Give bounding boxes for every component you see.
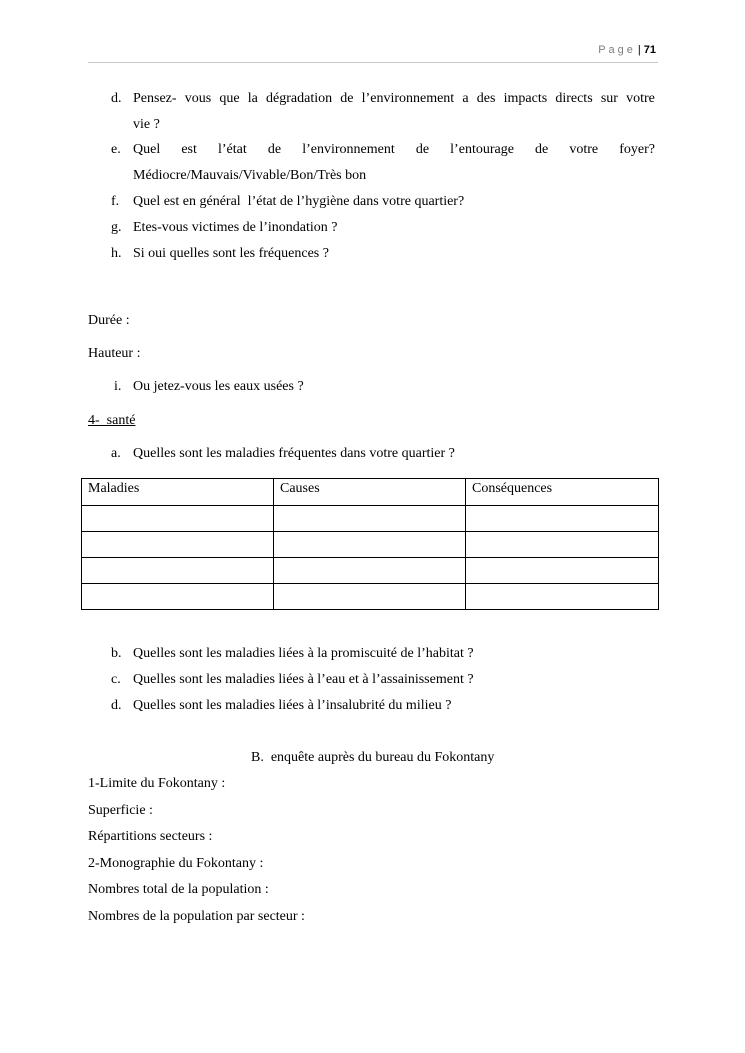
table-row — [82, 584, 659, 610]
table-row — [82, 558, 659, 584]
list-label: i. — [114, 379, 122, 394]
question-c: Quelles sont les maladies liées à l’eau et à l’assainissement ? — [133, 672, 474, 687]
list-label: d. — [111, 91, 122, 106]
section-b-heading: B. enquête auprès du bureau du Fokontany — [251, 750, 495, 765]
word: Quel — [133, 142, 161, 157]
question-f: Quel est en général l’état de l’hygiène dans votre quartier? — [133, 194, 465, 209]
table-cell[interactable] — [274, 558, 466, 584]
list-label: h. — [111, 246, 122, 261]
word: l’environnement — [361, 91, 455, 106]
list-label: d. — [111, 698, 122, 713]
table-cell[interactable] — [82, 532, 274, 558]
table-header-cell: Conséquences — [466, 479, 659, 506]
word: est — [181, 142, 197, 157]
list-label: a. — [111, 446, 121, 461]
list-label: c. — [111, 672, 121, 687]
word: l’entourage — [450, 142, 514, 157]
table-header-row — [82, 479, 659, 506]
word: de — [535, 142, 549, 157]
list-label: g. — [111, 220, 122, 235]
word: l’environnement — [302, 142, 395, 157]
word: dégradation — [266, 91, 333, 106]
hauteur-label: Hauteur : — [88, 346, 141, 361]
table-cell[interactable] — [466, 532, 659, 558]
table-cell[interactable] — [274, 532, 466, 558]
question-b: Quelles sont les maladies liées à la promiscuité de l’habitat ? — [133, 646, 474, 661]
word: de — [267, 142, 282, 157]
word: votre — [626, 91, 655, 106]
table-cell[interactable] — [82, 558, 274, 584]
fokontany-line: Nombres de la population par secteur : — [88, 909, 305, 924]
list-label: e. — [111, 142, 121, 157]
list-label: b. — [111, 646, 122, 661]
word: impacts — [503, 91, 548, 106]
table-cell[interactable] — [82, 506, 274, 532]
page-number: 71 — [643, 44, 656, 56]
maladies-table — [81, 478, 659, 610]
table-cell[interactable] — [274, 506, 466, 532]
fokontany-line: Nombres total de la population : — [88, 882, 269, 897]
word: foyer? — [619, 142, 655, 157]
table-cell[interactable] — [274, 584, 466, 610]
section-sante-heading: 4- santé — [88, 413, 136, 428]
table-cell[interactable] — [466, 506, 659, 532]
list-label: f. — [111, 194, 120, 209]
word: directs — [555, 91, 593, 106]
table-header-cell: Causes — [274, 479, 466, 506]
word: des — [476, 91, 496, 106]
word: la — [247, 91, 258, 106]
word: l’état — [218, 142, 247, 157]
word: a — [462, 91, 469, 106]
question-d — [133, 90, 655, 107]
table-row — [82, 532, 659, 558]
header-rule — [88, 62, 658, 63]
fokontany-line: Superficie : — [88, 803, 153, 818]
word: que — [219, 91, 240, 106]
word: votre — [569, 142, 599, 157]
fokontany-line: 2-Monographie du Fokontany : — [88, 856, 264, 871]
word: sur — [600, 91, 618, 106]
duree-label: Durée : — [88, 313, 130, 328]
question-g: Etes-vous victimes de l’inondation ? — [133, 220, 338, 235]
question-a: Quelles sont les maladies fréquentes dans votre quartier ? — [133, 446, 455, 461]
fokontany-line: 1-Limite du Fokontany : — [88, 776, 226, 791]
question-e — [133, 141, 655, 158]
table-header-cell: Maladies — [82, 479, 274, 506]
page-label: Page — [598, 44, 636, 56]
table-cell[interactable] — [466, 558, 659, 584]
question-d-cont: vie ? — [133, 117, 160, 132]
question-h: Si oui quelles sont les fréquences ? — [133, 246, 329, 261]
fokontany-line: Répartitions secteurs : — [88, 829, 213, 844]
table-cell[interactable] — [466, 584, 659, 610]
page-header: Page | 71 — [598, 44, 656, 56]
table-cell[interactable] — [82, 584, 274, 610]
question-i: Ou jetez-vous les eaux usées ? — [133, 379, 304, 394]
question-e-options: Médiocre/Mauvais/Vivable/Bon/Très bon — [133, 168, 367, 183]
word: de — [415, 142, 430, 157]
question-d2: Quelles sont les maladies liées à l’insalubrité du milieu ? — [133, 698, 452, 713]
table-row — [82, 506, 659, 532]
word: vous — [184, 91, 212, 106]
word: Pensez- — [133, 91, 177, 106]
word: de — [340, 91, 354, 106]
